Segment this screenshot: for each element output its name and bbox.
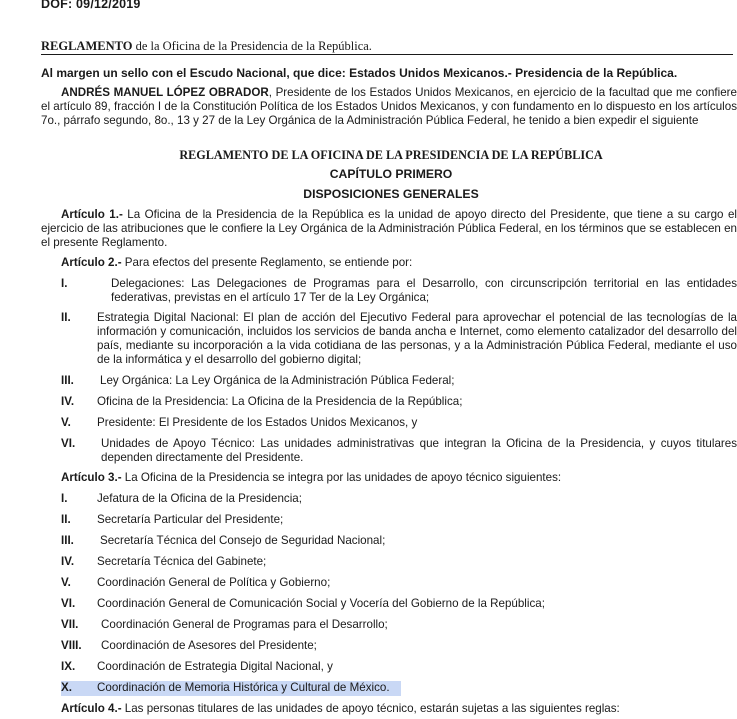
intro-paragraph [41,86,737,128]
section-heading: DISPOSICIONES GENERALES [303,187,479,201]
item-text: Coordinación de Estrategia Digital Nacional, y [97,660,333,673]
article-4-label: Artículo 4.- [61,702,122,715]
item-text: Estrategia Digital Nacional: El plan de acción del Ejecutivo Federal para aprovechar el potencial de las tecnologías de la información y comunicación, incluidos los servicios de banda ancha e Internet, como elemento catalizador del desarrollo del país, mediante su incorporación a la vida cotidiana de las personas, y a la Administración Pública Federal, mediante el uso de la informática y el desarrollo del gobierno digital; [97,311,737,366]
item-number: I. [61,277,68,290]
selected-list-item[interactable] [61,681,737,695]
item-text: Coordinación de Memoria Histórica y Cultural de México. [97,681,390,694]
item-number: IV. [61,555,75,568]
item-number: I. [61,492,68,505]
list-item [61,437,737,465]
intro-text: , Presidente de los Estados Unidos Mexicanos, en ejercicio de la facultad que me confiere el artículo 89, fracción I de la Constitución Política de los Estados Unidos Mexicanos, y con fundamento en lo dispuesto en los artículos 7o., párrafo segundo, 8o., 13 y 27 de la Ley Orgánica de la Administración Pública Federal, he tenido a bien expedir el siguiente [41,86,737,127]
article-4 [41,702,737,716]
document-title [41,39,733,55]
item-number: VI. [61,597,76,610]
document-title-bold: REGLAMENTO [41,39,133,53]
item-text: Coordinación General de Programas para el Desarrollo; [101,618,388,631]
item-number: VIII. [61,639,82,652]
president-name: ANDRÉS MANUEL LÓPEZ OBRADOR [61,86,269,99]
item-text: Delegaciones: Las Delegaciones de Programas para el Desarrollo, con circunscripción territorial en las entidades federativas, previstas en el artículo 17 Ter de la Ley Orgánica; [111,277,737,304]
regulation-title: REGLAMENTO DE LA OFICINA DE LA PRESIDENCIA DE LA REPÚBLICA [179,148,603,162]
list-item [61,277,737,305]
article-2-text: Para efectos del presente Reglamento, se entiende por: [121,256,413,269]
article-3-text: La Oficina de la Presidencia se integra por las unidades de apoyo técnico siguientes: [121,471,562,484]
item-number: IX. [61,660,76,673]
article-2-label: Artículo 2.- [61,256,122,269]
item-number: VII. [61,618,79,631]
article-3 [41,471,737,485]
article-4-text: Las personas titulares de las unidades de apoyo técnico, estarán sujetas a las siguientes reglas: [121,702,620,715]
item-text: Ley Orgánica: La Ley Orgánica de la Administración Pública Federal; [100,374,455,387]
margin-note: Al margen un sello con el Escudo Nacional, que dice: Estados Unidos Mexicanos.- Presidencia de la República. [41,66,678,80]
item-text: Secretaría Particular del Presidente; [97,513,284,526]
item-text: Secretaría Técnica del Consejo de Seguridad Nacional; [100,534,386,547]
item-number: VI. [61,437,76,450]
item-text: Oficina de la Presidencia: La Oficina de la Presidencia de la República; [97,395,463,408]
item-text: Presidente: El Presidente de los Estados Unidos Mexicanos, y [97,416,418,429]
item-number: IV. [61,395,75,408]
article-1 [41,208,737,250]
item-number: V. [61,576,71,589]
article-1-label: Artículo 1.- [61,208,123,221]
article-3-label: Artículo 3.- [61,471,122,484]
item-text: Coordinación de Asesores del Presidente; [101,639,317,652]
document-title-rest: de la Oficina de la Presidencia de la República. [132,39,372,53]
item-text: Coordinación General de Política y Gobierno; [97,576,331,589]
item-number: X. [61,681,72,694]
item-number: II. [61,311,71,324]
item-number: III. [61,534,74,547]
item-number: III. [61,374,74,387]
dof-date: DOF: 09/12/2019 [41,0,141,11]
article-1-text: La Oficina de la Presidencia de la República es la unidad de apoyo directo del Presidente, que tiene a su cargo el ejercicio de las atribuciones que le confiere la Ley Orgánica de la Administración Pública Federal, en los términos que se establecen en el presente Reglamento. [41,208,737,249]
item-text: Unidades de Apoyo Técnico: Las unidades administrativas que integran la Oficina de la Presidencia, y cuyos titulares dependen directamente del Presidente. [101,437,737,464]
item-text: Coordinación General de Comunicación Social y Vocería del Gobierno de la República; [97,597,545,610]
item-text: Secretaría Técnica del Gabinete; [97,555,267,568]
list-item [61,311,737,367]
item-number: V. [61,416,71,429]
chapter-heading: CAPÍTULO PRIMERO [329,167,453,181]
article-2 [41,256,737,270]
item-number: II. [61,513,71,526]
item-text: Jefatura de la Oficina de la Presidencia; [97,492,302,505]
